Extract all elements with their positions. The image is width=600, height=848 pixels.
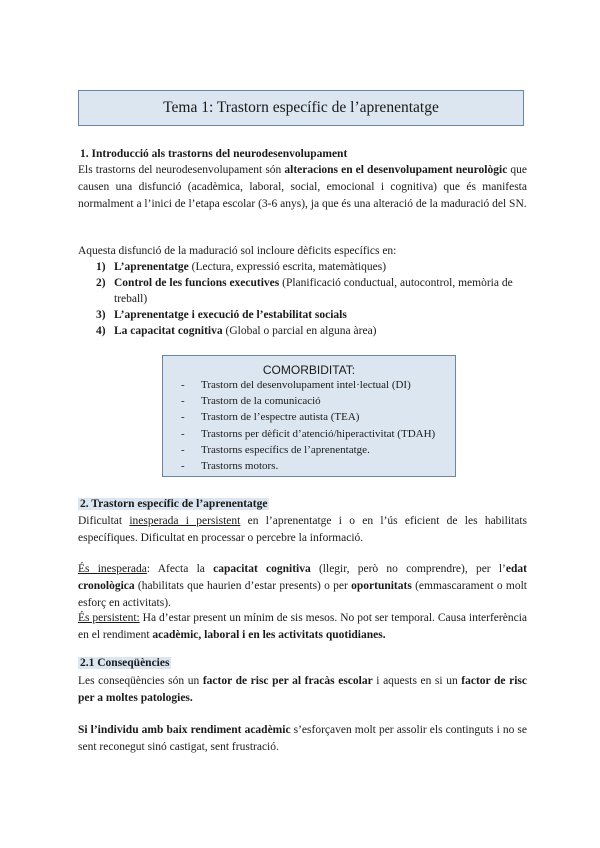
list-item: - Trastorn de l’espectre autista (TEA) <box>181 411 360 424</box>
list-item: 1) L’aprenentatge (Lectura, expressió escrita, matemàtiques) <box>96 261 387 273</box>
section-2-paragraph-1: Dificultat inesperada i persistent en l’aprenentatge i o en l’ús eficient de les habilitats específiques. Dificultat en processar o percebre la informació. <box>78 515 527 544</box>
section-1-heading: 1. Introducció als trastorns del neurodesenvolupament <box>80 148 348 160</box>
section-1-paragraph-2: Aquesta disfunció de la maduració sol incloure dèficits específics en: <box>78 245 397 257</box>
list-item: 3) L’aprenentatge i execució de l’estabilitat socials <box>96 309 347 321</box>
comorbiditat-title: COMORBIDITAT: <box>262 363 356 377</box>
comorbiditat-box <box>162 355 456 477</box>
section-2-paragraph-2: És inesperada: Afecta la capacitat cognitiva (llegir, però no comprendre), per l’edat cronològica (habilitats que haurien d’estar presents) o per oportunitats (emmascarament o molt esforç en activitats). <box>78 563 527 609</box>
section-1-paragraph-1: Els trastorns del neurodesenvolupament són alteracions en el desenvolupament neurològic que causen una disfunció (acadèmica, laboral, social, emocional i cognitiva) que és manifesta normalment a l’inici de l’etapa escolar (3-6 anys), ja que és una alteració de la maduració del SN. <box>78 164 527 210</box>
section-2-1-heading: 2.1 Conseqüències <box>80 657 170 669</box>
section-2-heading: 2. Trastorn específic de l’aprenentatge <box>80 498 268 510</box>
section-2-paragraph-3: És persistent: Ha d’estar present un mínim de sis mesos. No pot ser temporal. Causa interferència en el rendiment acadèmic, laboral i en les activitats quotidianes. <box>78 612 527 641</box>
list-item: - Trastorn del desenvolupament intel·lectual (DI) <box>181 379 411 391</box>
document-title <box>78 90 524 126</box>
list-item: 4) La capacitat cognitiva (Global o parcial en alguna àrea) <box>96 325 377 337</box>
list-item: - Trastorns específics de l’aprenentatge. <box>181 443 370 456</box>
section-2-1-paragraph-1: Les conseqüències són un factor de risc per al fracàs escolar i aquests en si un factor de risc per a moltes patologies. <box>78 675 527 704</box>
section-2-1-paragraph-2: Si l’individu amb baix rendiment acadèmic s’esforçaven molt per assolir els continguts i no se sent reconegut sinó castigat, sent frustració. <box>78 724 527 753</box>
document-title-text: Tema 1: Trastorn específic de l’aprenentatge <box>163 99 439 116</box>
deficits-list <box>96 259 527 339</box>
list-item: - Trastorn de la comunicació <box>181 395 321 408</box>
list-item: 2) Control de les funcions executives (Planificació conductual, autocontrol, memòria de treball) <box>96 277 513 305</box>
list-item: - Trastorns per dèficit d’atenció/hiperactivitat (TDAH) <box>181 427 436 440</box>
list-item: - Trastorns motors. <box>181 460 279 473</box>
comorbiditat-list <box>181 377 435 474</box>
